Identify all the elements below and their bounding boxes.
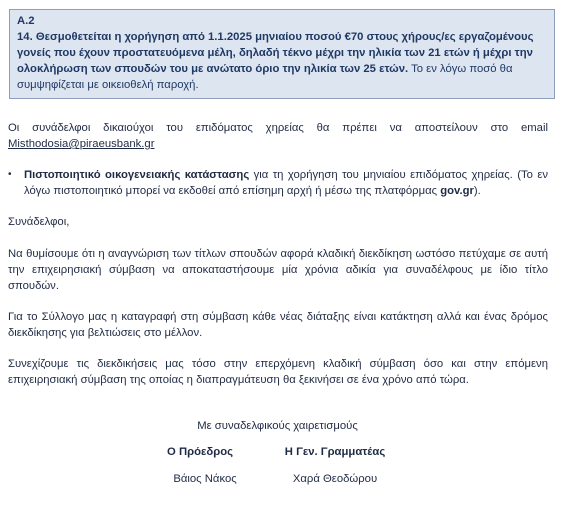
paragraph-continue: Συνεχίζουμε τις διεκδικήσεις μας τόσο στην επερχόμενη κλαδική σύμβαση όσο και στην επόμενη επιχειρησιακή σύμβαση της οποίας η διαπραγμάτευση θα ξεκινήσει σε ένα χρόνο από τώρα. [8, 358, 548, 386]
paragraph-recognition: Να θυμίσουμε ότι η αναγνώριση των τίτλων σπουδών αφορά κλαδική διεκδίκηση ωστόσο πετύχαμε σε αυτή την επιχειρησιακή σύμβαση να αποκαταστήσουμε μία χρόνια αδικία για συναδέλφους με ίδιο τίτλο σπουδών. [8, 248, 548, 292]
notice-item [17, 29, 546, 93]
bullet-icon: • [8, 169, 12, 180]
list-item [8, 167, 548, 199]
signature-name-president: Βάιος Νάκος [173, 473, 237, 485]
greeting: Συνάδελφοι, [8, 216, 70, 228]
bullet-platform: gov.gr [440, 185, 474, 197]
email-link[interactable]: Misthodosia@piraeusbank.gr [8, 138, 155, 150]
signature-title-secretary: Η Γεν. Γραμματέας [284, 446, 386, 458]
paragraph-union: Για το Σύλλογο μας η καταγραφή στη σύμβαση κάθε νέας διάταξης είναι κατάκτηση αλλά και ένας δρόμος διεκδίκησης για βελτιώσεις στο μέλλον. [8, 311, 548, 339]
notice-box [9, 9, 555, 99]
signature-name-secretary: Χαρά Θεοδώρου [292, 473, 378, 485]
eligibility-text: Οι συνάδελφοι δικαιούχοι του επιδόματος χηρείας θα πρέπει να αποστείλουν στο email [8, 122, 548, 134]
bullet-text-a: για τη χορήγηση του μηνιαίου επιδόματος χηρείας. (Το εν λόγω πιστοποιητικό μπορεί να εκδοθεί από επίσημη αρχή ή μέσω της πλατφόρμας [24, 169, 549, 197]
bullet-bold: Πιστοποιητικό οικογενειακής κατάστασης [24, 169, 250, 181]
closing-salutation: Με συναδελφικούς χαιρετισμούς [197, 420, 358, 432]
notice-item-bold: 14. Θεσμοθετείται η χορήγηση από 1.1.2025 μηνιαίου ποσού €70 στους χήρους/ες εργαζομένους γονείς που έχουν προστατευόμενα μέλη, δηλαδή τέκνο μέχρι την ηλικία των 21 ετών ή μέχρι την ολοκλήρωση των σπουδών του με ανώτατο όριο την ηλικία των 25 ετών. [17, 31, 534, 75]
notice-code: Α.2 [17, 15, 35, 27]
bullet-text-b: ). [473, 185, 481, 197]
signature-title-president: Ο Πρόεδρος [167, 446, 233, 458]
bullet-text [24, 167, 548, 199]
notice-item-rest: Το εν λόγω ποσό θα συμψηφίζεται με οικειοθελή παροχή. [17, 63, 513, 91]
eligibility-paragraph [8, 120, 548, 152]
